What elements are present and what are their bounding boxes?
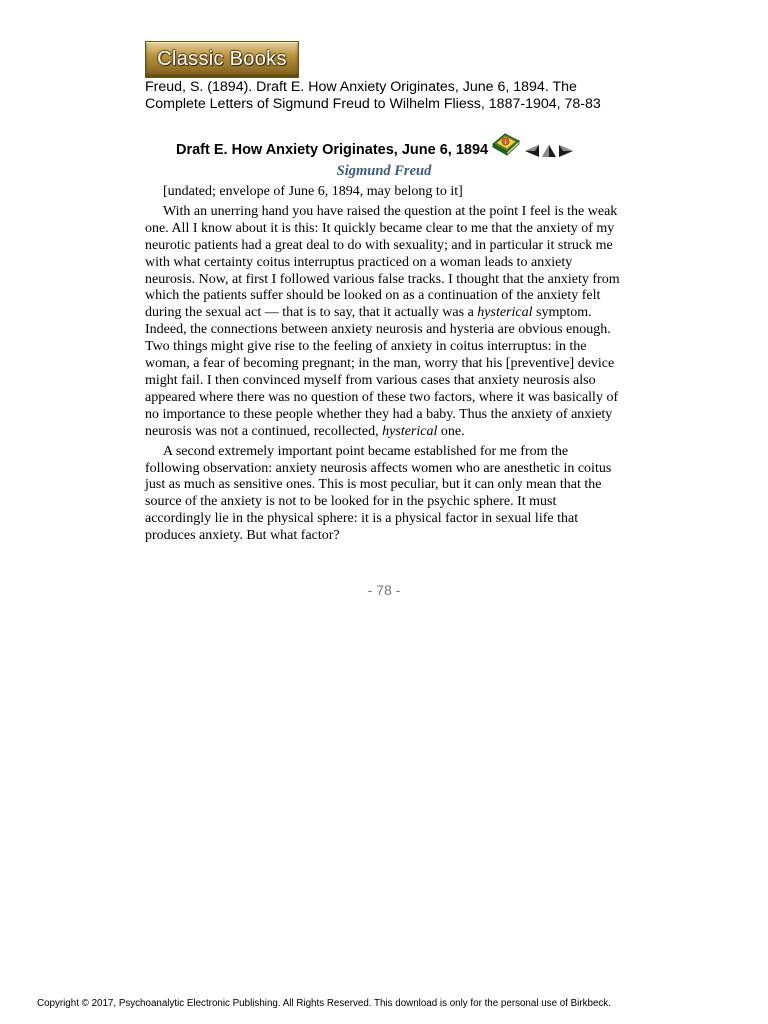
navigation-arrows (523, 144, 575, 158)
page-number: - 78 - (367, 582, 401, 598)
arrow-right-icon[interactable] (557, 144, 575, 158)
italic-word: hysterical (382, 423, 438, 439)
author-name: Sigmund Freud (336, 163, 432, 179)
arrow-up-icon[interactable] (541, 144, 557, 158)
arrow-left-icon[interactable] (523, 144, 541, 158)
citation: Freud, S. (1894). Draft E. How Anxiety Originates, June 6, 1894. The Complete Letters of Sigmund Freud to Wilhelm Fliess, 1887-1904, 78-83 (145, 79, 601, 112)
logo-text: Classic Books (157, 48, 287, 70)
paragraph: A second extremely important point became established for me from the following observation: anxiety neurosis affects women who are anesthetic in coitus just as much as sensitive ones. This is most peculiar, but it can only mean that the source of the anxiety is not to be looked for in the psychic sphere. It must accordingly lie in the physical sphere: it is a physical factor in sexual life that produces anxiety. But what factor? (145, 443, 612, 544)
paragraph: With an unerring hand you have raised the question at the point I feel is the weak one. All I know about it is this: It quickly became clear to me that the anxiety of my neurotic patients had a great deal to do with sexuality; and in particular it struck me with what certainty coitus interruptus practiced on a woman leads to anxiety neurosis. Now, at first I followed various false tracks. I thought that the anxiety from which the patients suffer should be looked on as a continuation of the anxiety felt during the sexual act — that is to say, that it actually was a hysterical symptom. Indeed, the connections between anxiety neurosis and hysteria are obvious enough. Two things might give rise to the feeling of anxiety in coitus interruptus: in the woman, a fear of becoming pregnant; in the man, worry that his [preventive] device might fail. I then convinced myself from various cases that anxiety neurosis also appeared where there was no question of these two factors, where it was basically of no importance to these people whether they had a baby. Thus the anxiety of anxiety neurosis was not a continued, recollected, hysterical one. (145, 203, 620, 439)
title-row (176, 130, 575, 160)
classic-books-logo[interactable] (145, 41, 299, 78)
document-title: Draft E. How Anxiety Originates, June 6, 1894 (176, 142, 489, 158)
paragraph: [undated; envelope of June 6, 1894, may belong to it] (163, 184, 463, 199)
letter-body (145, 184, 621, 548)
copyright-notice: Copyright © 2017, Psychoanalytic Electronic Publishing. All Rights Reserved. This download is only for the personal use of Birkbeck. (37, 998, 611, 1009)
italic-word: hysterical (477, 305, 533, 321)
info-book-icon[interactable] (491, 131, 521, 159)
